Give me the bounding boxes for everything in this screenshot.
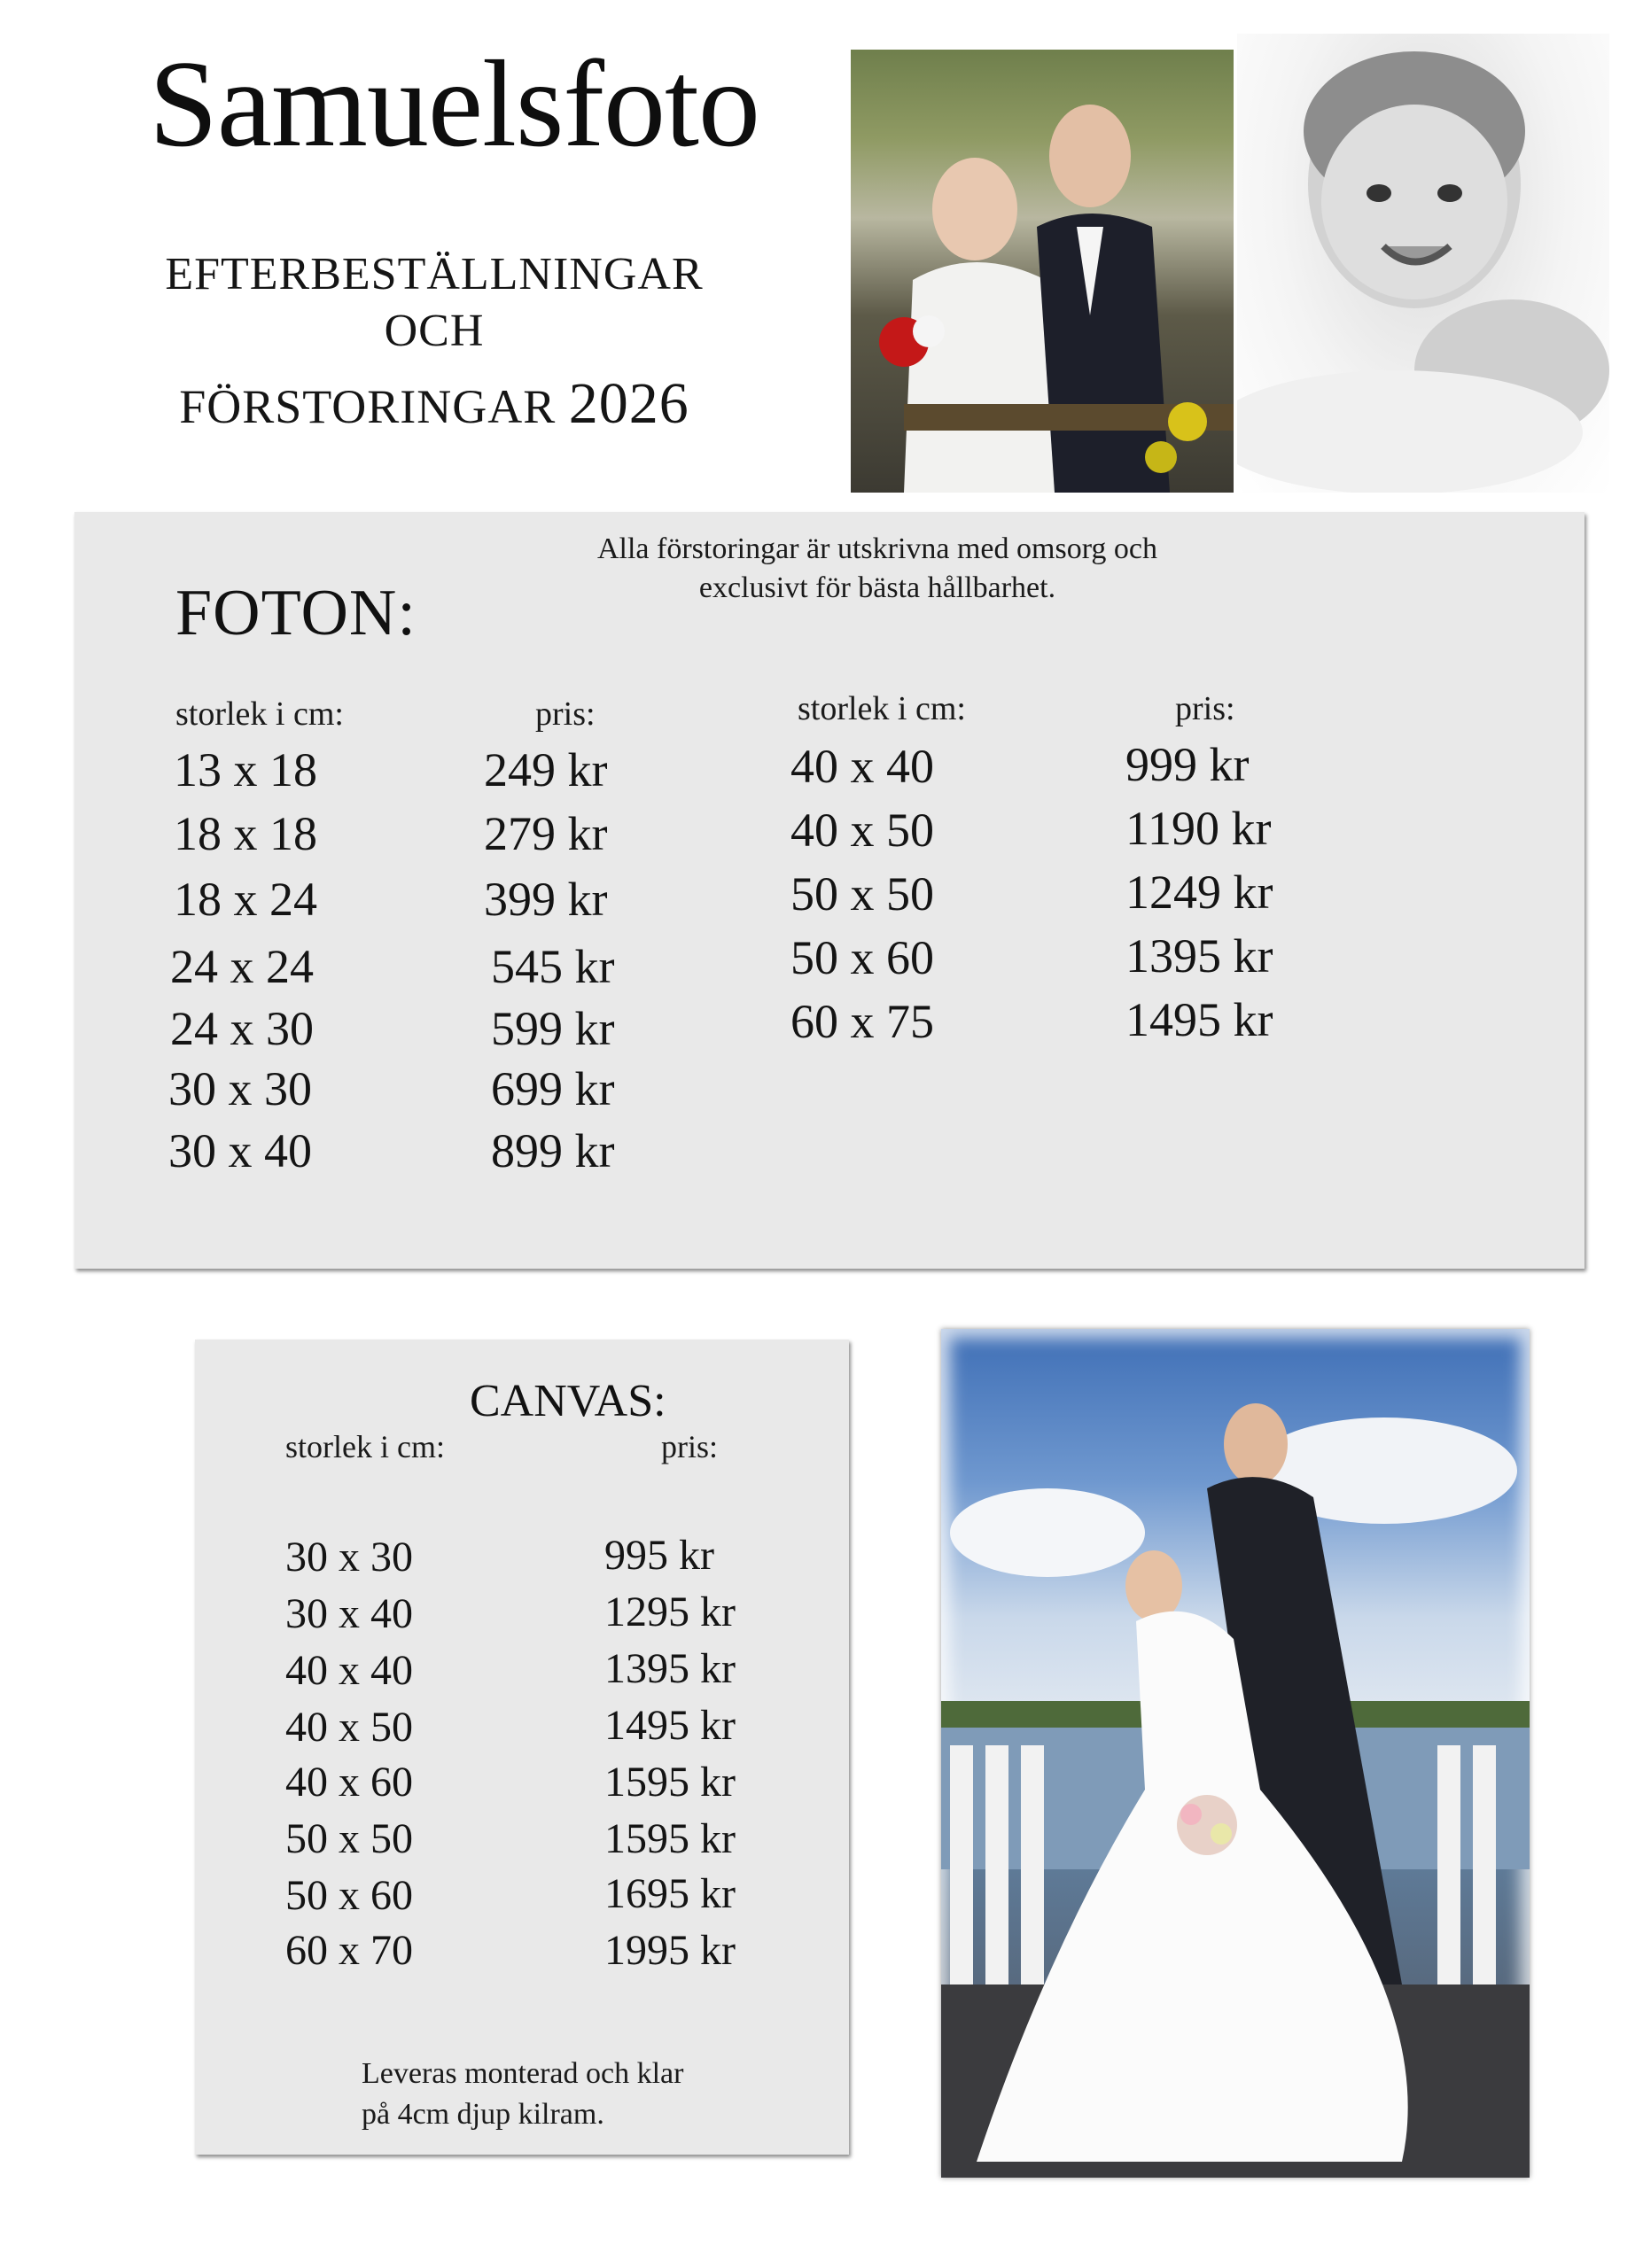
foton-price: 1190 kr <box>1125 802 1272 855</box>
canvas-size: 30 x 40 <box>285 1590 413 1637</box>
canvas-size-header: storlek i cm: <box>285 1429 445 1464</box>
foton-size: 50 x 60 <box>790 931 934 984</box>
foton-price: 599 kr <box>491 1002 615 1055</box>
foton-size: 24 x 24 <box>170 940 314 993</box>
canvas-size: 40 x 40 <box>285 1647 413 1694</box>
foton-price: 899 kr <box>491 1124 615 1177</box>
baby-illustration <box>1237 34 1609 493</box>
baby-photo <box>1237 34 1609 493</box>
canvas-title: CANVAS: <box>470 1376 666 1426</box>
subtitle-line-2: OCH <box>384 306 485 356</box>
foton-title: FOTON: <box>175 577 417 649</box>
canvas-size: 50 x 60 <box>285 1872 413 1919</box>
foton-price: 699 kr <box>491 1062 615 1115</box>
canvas-price: 995 kr <box>604 1532 714 1579</box>
foton-price: 399 kr <box>484 873 608 926</box>
canvas-footnote-line-1: Leveras monterad och klar <box>362 2057 684 2090</box>
subtitle-line-1: EFTERBESTÄLLNINGAR <box>165 249 704 299</box>
foton-size: 13 x 18 <box>174 743 317 796</box>
brand-title: Samuelsfoto <box>149 35 759 173</box>
foton-size: 50 x 50 <box>790 867 934 920</box>
canvas-price: 1595 kr <box>604 1815 736 1862</box>
canvas-price: 1595 kr <box>604 1759 736 1806</box>
foton-price: 279 kr <box>484 807 608 860</box>
foton-note-line-2: exclusivt för bästa hållbarhet. <box>698 571 1056 604</box>
foton-size: 24 x 30 <box>170 1002 314 1055</box>
wedding-lake-illustration <box>941 1329 1530 2178</box>
wedding-photo-autumn <box>851 50 1234 493</box>
subtitle-line-3 <box>133 370 736 438</box>
foton-price: 1395 kr <box>1125 929 1273 983</box>
canvas-price: 1995 kr <box>604 1927 736 1974</box>
foton-price: 249 kr <box>484 743 608 796</box>
foton-size: 18 x 24 <box>174 873 317 926</box>
canvas-price: 1695 kr <box>604 1870 736 1917</box>
canvas-footnote <box>362 2054 683 2135</box>
foton-size: 40 x 40 <box>790 740 934 793</box>
canvas-price-header: pris: <box>661 1429 719 1464</box>
subtitle-forstoringar: FÖRSTORINGAR <box>179 380 557 433</box>
foton-size: 40 x 50 <box>790 804 934 857</box>
foton-price: 1495 kr <box>1125 993 1273 1046</box>
foton-size-header-right: storlek i cm: <box>798 690 966 727</box>
canvas-size: 50 x 50 <box>285 1815 413 1862</box>
canvas-size: 40 x 60 <box>285 1759 413 1806</box>
wedding-photo-lake <box>941 1329 1530 2178</box>
foton-size-header-left: storlek i cm: <box>175 695 344 733</box>
foton-note-line-1: Alla förstoringar är utskrivna med omsorg och <box>596 532 1157 565</box>
foton-price-header-right: pris: <box>1175 690 1235 727</box>
foton-price: 1249 kr <box>1125 866 1273 919</box>
canvas-size: 40 x 50 <box>285 1704 413 1751</box>
foton-size: 30 x 40 <box>168 1124 312 1177</box>
foton-price: 545 kr <box>491 940 615 993</box>
foton-price-header-left: pris: <box>535 695 596 733</box>
wedding-autumn-illustration <box>851 50 1234 493</box>
canvas-size: 60 x 70 <box>285 1927 413 1974</box>
canvas-size: 30 x 30 <box>285 1534 413 1581</box>
foton-size: 60 x 75 <box>790 995 934 1048</box>
canvas-price: 1495 kr <box>604 1702 736 1749</box>
canvas-price: 1395 kr <box>604 1645 736 1692</box>
foton-size: 30 x 30 <box>168 1062 312 1115</box>
canvas-price: 1295 kr <box>604 1588 736 1635</box>
foton-size: 18 x 18 <box>174 807 317 860</box>
canvas-footnote-line-2: på 4cm djup kilram. <box>362 2098 604 2131</box>
foton-price: 999 kr <box>1125 738 1250 791</box>
subtitle-year: 2026 <box>568 371 689 436</box>
